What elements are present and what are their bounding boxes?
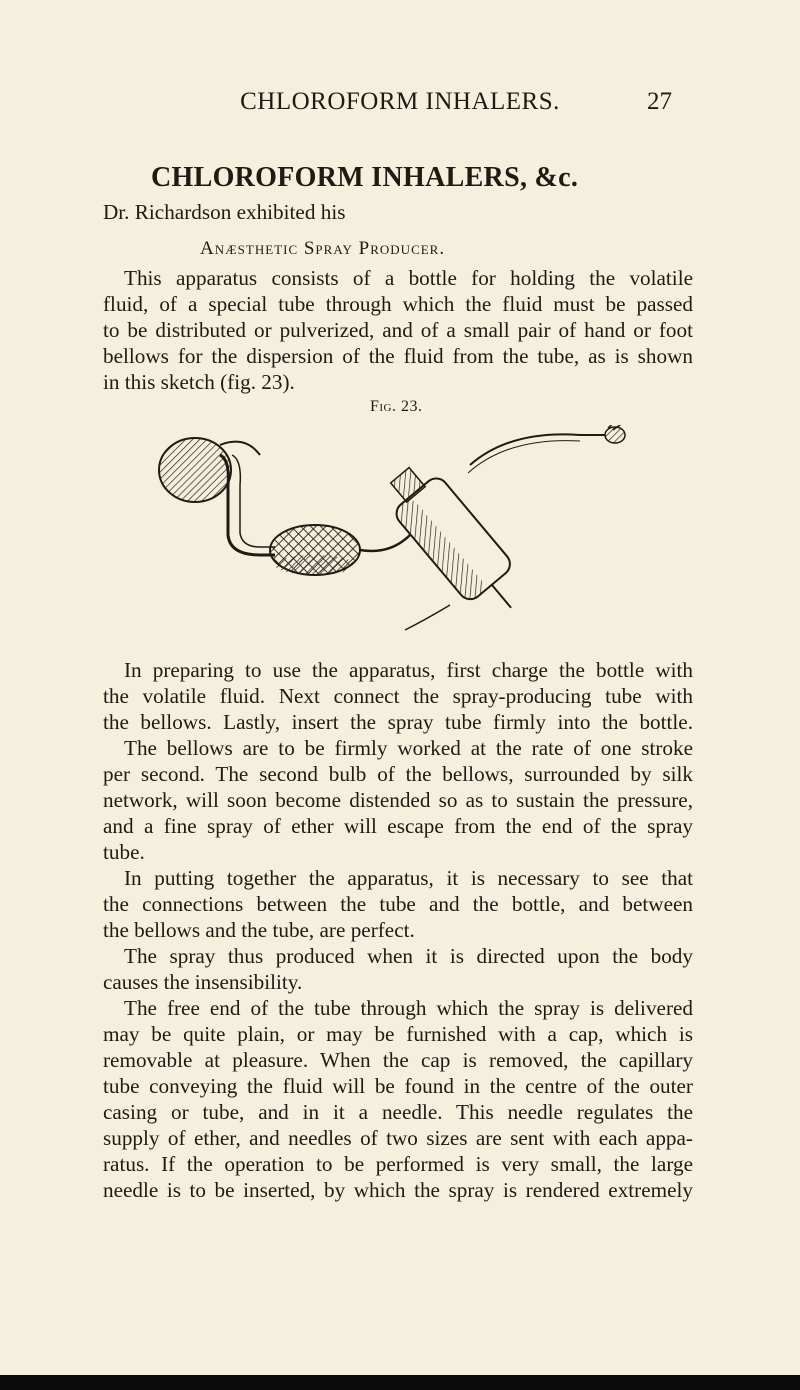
- paragraph-line: The free end of the tube through which the spray is delivered: [124, 996, 693, 1020]
- paragraph-line: The spray thus produced when it is directed upon the body: [124, 944, 693, 968]
- paragraph-line: In preparing to use the apparatus, first charge the bottle with: [124, 658, 693, 682]
- paragraph-line: the connections between the tube and the bottle, and between: [103, 892, 693, 916]
- paragraph-line: bellows for the dispersion of the fluid from the tube, as is shown: [103, 344, 693, 368]
- paragraph-line: per second. The second bulb of the bellows, surrounded by silk: [103, 762, 693, 786]
- scan-edge-band: [0, 1375, 800, 1390]
- hand-bulb: [159, 438, 260, 502]
- paragraph-line: causes the insensibility.: [103, 970, 303, 994]
- paragraph-line: needle is to be inserted, by which the spray is rendered extremely: [103, 1178, 693, 1202]
- figure-label: Fig. 23.: [370, 398, 423, 415]
- paragraph-line: in this sketch (fig. 23).: [103, 370, 295, 394]
- paragraph-line: the bellows and the tube, are perfect.: [103, 918, 415, 942]
- paragraph-line: ratus. If the operation to be performed is very small, the large: [103, 1152, 693, 1176]
- spray-producer-illustration: [150, 425, 650, 645]
- paragraph-line: to be distributed or pulverized, and of a small pair of hand or foot: [103, 318, 693, 342]
- paragraph-line: tube conveying the fluid will be found in the centre of the outer: [103, 1074, 693, 1098]
- page-number: 27: [647, 88, 672, 115]
- running-title: CHLOROFORM INHALERS.: [240, 88, 560, 115]
- paragraph-line: may be quite plain, or may be furnished with a cap, which is: [103, 1022, 693, 1046]
- section-title: CHLOROFORM INHALERS, &c.: [151, 162, 579, 193]
- paragraph-line: and a fine spray of ether will escape from the end of the spray: [103, 814, 693, 838]
- paragraph-line: removable at pleasure. When the cap is removed, the capillary: [103, 1048, 693, 1072]
- paragraph-line: tube.: [103, 840, 145, 864]
- subheading: Anæsthetic Spray Producer.: [200, 238, 446, 259]
- paragraph-line: the volatile fluid. Next connect the spray-producing tube with: [103, 684, 693, 708]
- paragraph-line: The bellows are to be firmly worked at the rate of one stroke: [124, 736, 693, 760]
- paragraph-line: This apparatus consists of a bottle for holding the volatile: [124, 266, 693, 290]
- spray-nozzle: [605, 425, 628, 443]
- bellows-tube: [220, 455, 275, 555]
- paragraph-line: the bellows. Lastly, insert the spray tube firmly into the bottle.: [103, 710, 693, 734]
- paragraph-line: In putting together the apparatus, it is necessary to see that: [124, 866, 693, 890]
- paragraph-line: supply of ether, and needles of two sizes are sent with each appa-: [103, 1126, 693, 1150]
- paragraph-line: fluid, of a special tube through which the fluid must be passed: [103, 292, 693, 316]
- intro-line: Dr. Richardson exhibited his: [103, 200, 346, 224]
- paragraph-line: network, will soon become distended so as to sustain the pressure,: [103, 788, 693, 812]
- netted-reservoir-bulb: [270, 525, 360, 575]
- paragraph-line: casing or tube, and in it a needle. This needle regulates the: [103, 1100, 693, 1124]
- connecting-tube: [360, 535, 410, 551]
- spray-tube: [470, 434, 605, 465]
